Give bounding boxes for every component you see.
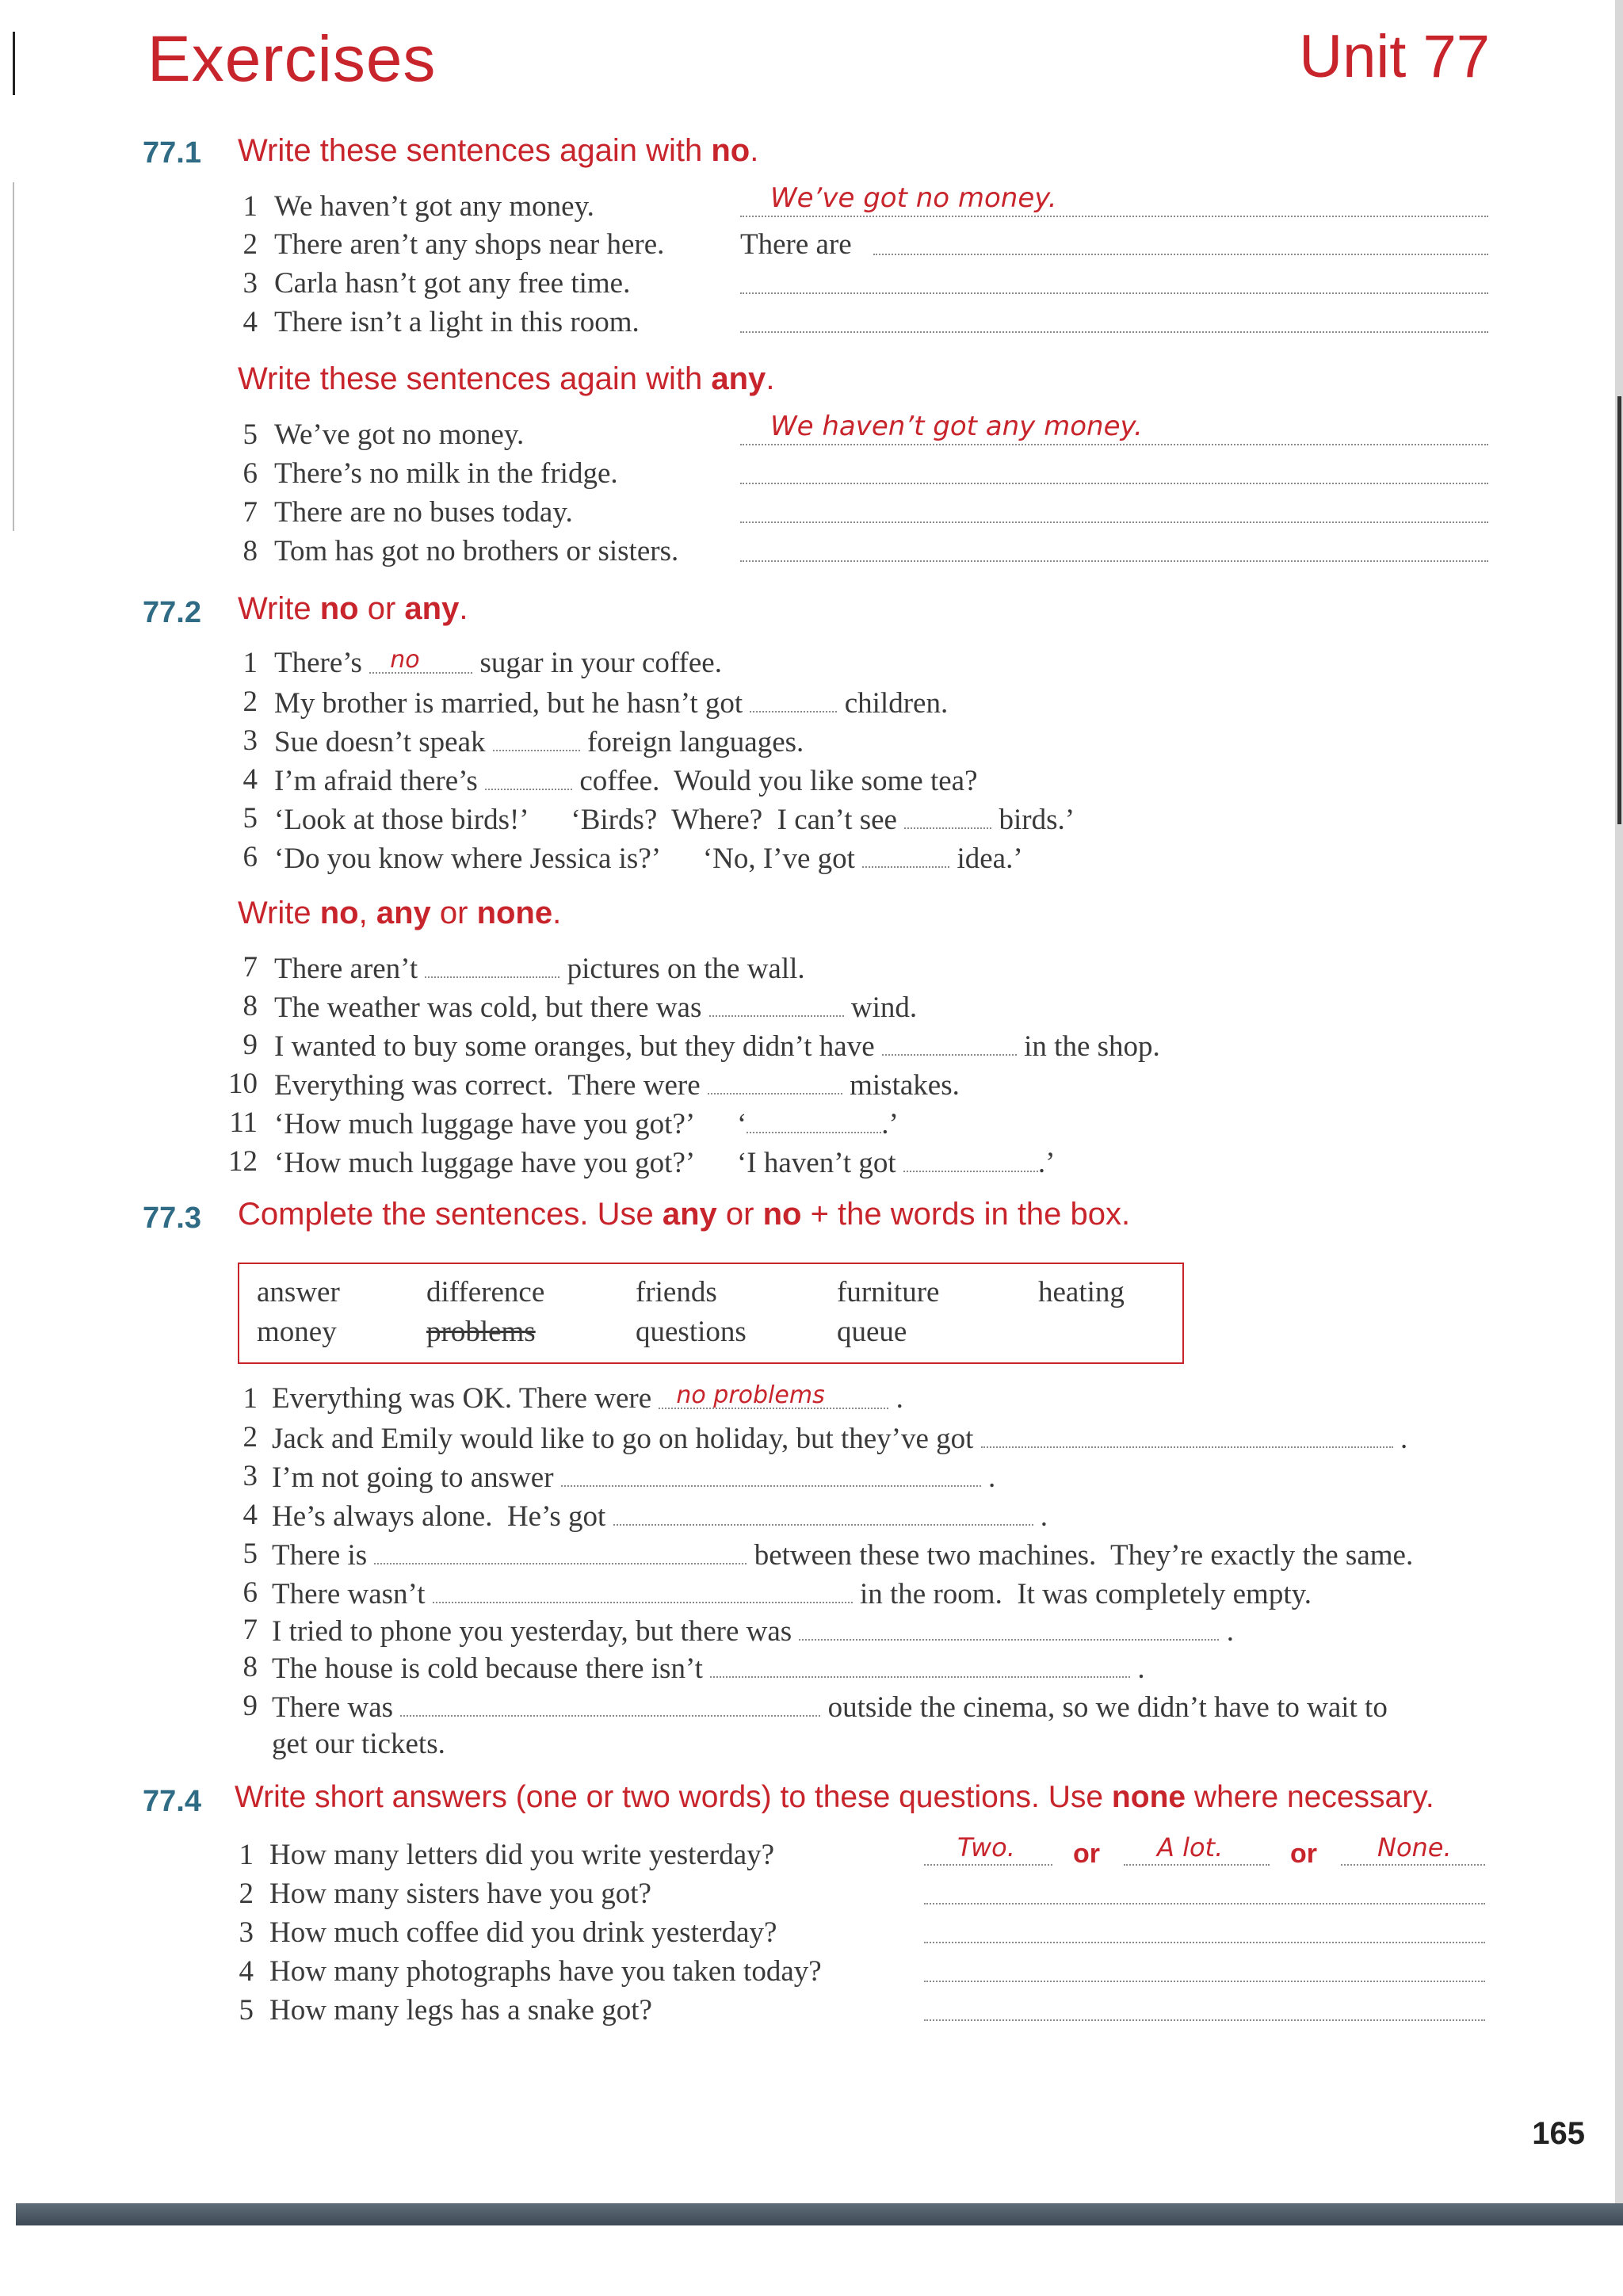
answer-blank[interactable]	[747, 1108, 881, 1133]
gap-sentence: Sue doesn’t speak foreign languages.	[274, 726, 804, 758]
answer-blank[interactable]	[374, 1539, 747, 1564]
section-instruction: Complete the sentences. Use any or no + the words in the box.	[238, 1197, 1131, 1232]
question-text: We haven’t got any money.	[274, 190, 594, 223]
question-text: How many sisters have you got?	[269, 1878, 651, 1910]
answer-blank[interactable]	[981, 1423, 1393, 1448]
box-word: money	[257, 1316, 337, 1348]
question-number: 6	[242, 841, 258, 873]
question-text: Tom has got no brothers or sisters.	[274, 535, 679, 567]
handwritten-answer: We haven’t got any money.	[770, 411, 1143, 442]
margin-rule	[13, 32, 15, 95]
question-text: Carla hasn’t got any free time.	[274, 267, 631, 300]
question-text: We’ve got no money.	[274, 418, 525, 451]
footer-band	[16, 2203, 1623, 2225]
answer-blank[interactable]	[369, 648, 472, 674]
question-number: 2	[242, 686, 258, 718]
question-number: 9	[242, 1029, 258, 1061]
word-box	[238, 1263, 1184, 1364]
question-number: 3	[239, 1916, 254, 1949]
box-word: furniture	[837, 1276, 940, 1308]
gap-sentence-continued: get our tickets.	[272, 1728, 445, 1760]
question-number: 8	[242, 535, 258, 567]
page-edge	[1615, 0, 1623, 2219]
gap-sentence: He’s always alone. He’s got .	[272, 1500, 1048, 1533]
answer-line[interactable]	[740, 454, 1488, 484]
question-text: How many legs has a snake got?	[269, 1994, 652, 2027]
question-number: 5	[239, 1994, 254, 2027]
question-number: 5	[242, 1538, 258, 1570]
handwritten-answer: We’ve got no money.	[770, 182, 1057, 214]
answer-line[interactable]	[924, 1874, 1485, 1904]
question-text: How many letters did you write yesterday?	[269, 1839, 775, 1871]
answer-line[interactable]	[1124, 1832, 1270, 1866]
gap-sentence: Everything was OK. There were no problems .	[272, 1381, 903, 1415]
answer-blank[interactable]	[710, 1652, 1130, 1678]
answer-blank[interactable]	[493, 726, 580, 751]
page-edge-shadow	[1617, 396, 1621, 824]
question-number: 6	[242, 1576, 258, 1609]
gap-sentence: My brother is married, but he hasn’t got children.	[274, 687, 949, 720]
answer-line[interactable]	[740, 182, 1488, 217]
question-number: 5	[242, 418, 258, 451]
answer-blank[interactable]	[799, 1615, 1219, 1641]
question-text: There’s no milk in the fridge.	[274, 457, 618, 490]
gap-sentence: The weather was cold, but there was wind.	[274, 991, 918, 1024]
answer-blank[interactable]	[903, 1147, 1038, 1172]
section-instruction: Write no, any or none.	[238, 896, 562, 930]
question-number: 9	[242, 1690, 258, 1722]
box-word: answer	[257, 1276, 340, 1308]
answer-blank[interactable]	[561, 1461, 981, 1487]
question-text: How much coffee did you drink yesterday?	[269, 1916, 777, 1949]
question-number: 5	[242, 802, 258, 835]
answer-line[interactable]	[924, 1832, 1052, 1866]
gap-sentence: ‘Do you know where Jessica is?’ ‘No, I’ve got idea.’	[274, 842, 1023, 875]
question-number: 8	[242, 1651, 258, 1683]
gap-sentence: ‘Look at those birds!’ ‘Birds? Where? I can’t see birds.’	[274, 804, 1075, 836]
question-number: 4	[242, 763, 258, 796]
question-number: 2	[239, 1878, 254, 1910]
question-number: 3	[242, 724, 258, 757]
question-number: 2	[242, 1421, 258, 1454]
answer-line[interactable]	[740, 493, 1488, 523]
or-label: or	[1290, 1839, 1317, 1869]
question-number: 4	[242, 1499, 258, 1531]
page-title: Exercises	[147, 23, 437, 95]
answer-blank[interactable]	[400, 1691, 820, 1717]
answer-blank[interactable]	[904, 804, 991, 829]
question-number: 3	[242, 267, 258, 300]
section-number: 77.2	[143, 596, 201, 629]
gap-sentence: ‘How much luggage have you got?’ ‘ .’	[274, 1108, 899, 1140]
section-instruction: Write these sentences again with any.	[238, 361, 775, 396]
question-text: There isn’t a light in this room.	[274, 306, 640, 338]
gap-sentence: There was outside the cinema, so we didn’t have to wait to	[272, 1691, 1388, 1724]
answer-line[interactable]	[924, 1991, 1485, 2021]
question-number: 7	[242, 951, 258, 984]
question-number: 12	[228, 1145, 258, 1178]
gap-sentence: There wasn’t in the room. It was completely empty.	[272, 1578, 1312, 1610]
question-number: 10	[228, 1068, 258, 1100]
question-number: 4	[242, 306, 258, 338]
box-word: questions	[636, 1316, 747, 1348]
answer-blank[interactable]	[750, 687, 837, 712]
answer-blank[interactable]	[862, 842, 949, 868]
section-instruction: Write no or any.	[238, 591, 468, 626]
unit-label: Unit 77	[1299, 23, 1490, 90]
answer-line[interactable]	[924, 1952, 1485, 1982]
question-text: There aren’t any shops near here.	[274, 228, 665, 261]
question-text: How many photographs have you taken today?	[269, 1955, 822, 1988]
box-word: queue	[837, 1316, 907, 1348]
gap-sentence: ‘How much luggage have you got?’ ‘I haven’t got .’	[274, 1147, 1056, 1179]
gap-sentence: Jack and Emily would like to go on holiday, but they’ve got .	[272, 1423, 1408, 1455]
answer-blank[interactable]	[882, 1030, 1017, 1056]
question-number: 7	[242, 1614, 258, 1646]
section-number: 77.4	[143, 1785, 201, 1818]
question-number: 1	[239, 1839, 254, 1871]
answer-blank[interactable]	[708, 1069, 842, 1095]
question-text: There are no buses today.	[274, 496, 573, 529]
margin-rule	[13, 182, 14, 531]
question-number: 2	[242, 228, 258, 261]
gap-sentence: Everything was correct. There were mistakes.	[274, 1069, 960, 1102]
gap-sentence: There aren’t pictures on the wall.	[274, 953, 805, 985]
section-instruction: Write these sentences again with no.	[238, 133, 759, 168]
section-number: 77.1	[143, 136, 201, 170]
answer-line[interactable]	[873, 225, 1488, 255]
box-word: difference	[426, 1276, 545, 1308]
answer-blank[interactable]	[425, 953, 559, 978]
answer-prefix: There are	[740, 228, 852, 261]
section-number: 77.3	[143, 1201, 201, 1235]
answer-line[interactable]	[1341, 1832, 1485, 1866]
handwritten-answer: A lot.	[1157, 1832, 1224, 1862]
answer-line[interactable]	[740, 264, 1488, 294]
answer-blank[interactable]	[485, 765, 572, 790]
gap-sentence: I’m afraid there’s coffee. Would you like some tea?	[274, 765, 978, 797]
answer-line[interactable]	[740, 303, 1488, 333]
handwritten-answer: Two.	[957, 1832, 1015, 1862]
gap-sentence: There is between these two machines. They’re exactly the same.	[272, 1539, 1414, 1572]
question-number: 6	[242, 457, 258, 490]
question-number: 11	[229, 1106, 258, 1139]
answer-line[interactable]	[740, 411, 1488, 445]
box-word: friends	[636, 1276, 717, 1308]
handwritten-answer: no problems	[676, 1381, 825, 1409]
gap-sentence: I tried to phone you yesterday, but there was .	[272, 1615, 1234, 1648]
question-number: 8	[242, 990, 258, 1022]
answer-blank[interactable]	[433, 1578, 853, 1603]
handwritten-answer: no	[390, 646, 420, 674]
gap-sentence: The house is cold because there isn’t .	[272, 1652, 1145, 1685]
question-number: 3	[242, 1460, 258, 1492]
gap-sentence: I’m not going to answer .	[272, 1461, 996, 1494]
gap-sentence: There’s no sugar in your coffee.	[274, 646, 722, 679]
answer-blank[interactable]	[659, 1381, 888, 1409]
or-label: or	[1073, 1839, 1100, 1869]
gap-sentence: I wanted to buy some oranges, but they didn’t have in the shop.	[274, 1030, 1160, 1063]
question-number: 7	[242, 496, 258, 529]
question-number: 1	[242, 190, 258, 223]
section-instruction: Write short answers (one or two words) to these questions. Use none where necessary.	[235, 1780, 1434, 1814]
answer-blank[interactable]	[709, 991, 844, 1017]
box-word-crossed-out: problems	[426, 1316, 536, 1348]
question-number: 4	[239, 1955, 254, 1988]
box-word: heating	[1038, 1276, 1125, 1308]
answer-line[interactable]	[740, 532, 1488, 562]
answer-blank[interactable]	[613, 1500, 1033, 1526]
question-number: 1	[242, 1382, 258, 1415]
question-number: 1	[242, 647, 258, 679]
answer-line[interactable]	[924, 1913, 1485, 1943]
page-number: 165	[1532, 2116, 1585, 2151]
handwritten-answer: None.	[1377, 1832, 1452, 1862]
